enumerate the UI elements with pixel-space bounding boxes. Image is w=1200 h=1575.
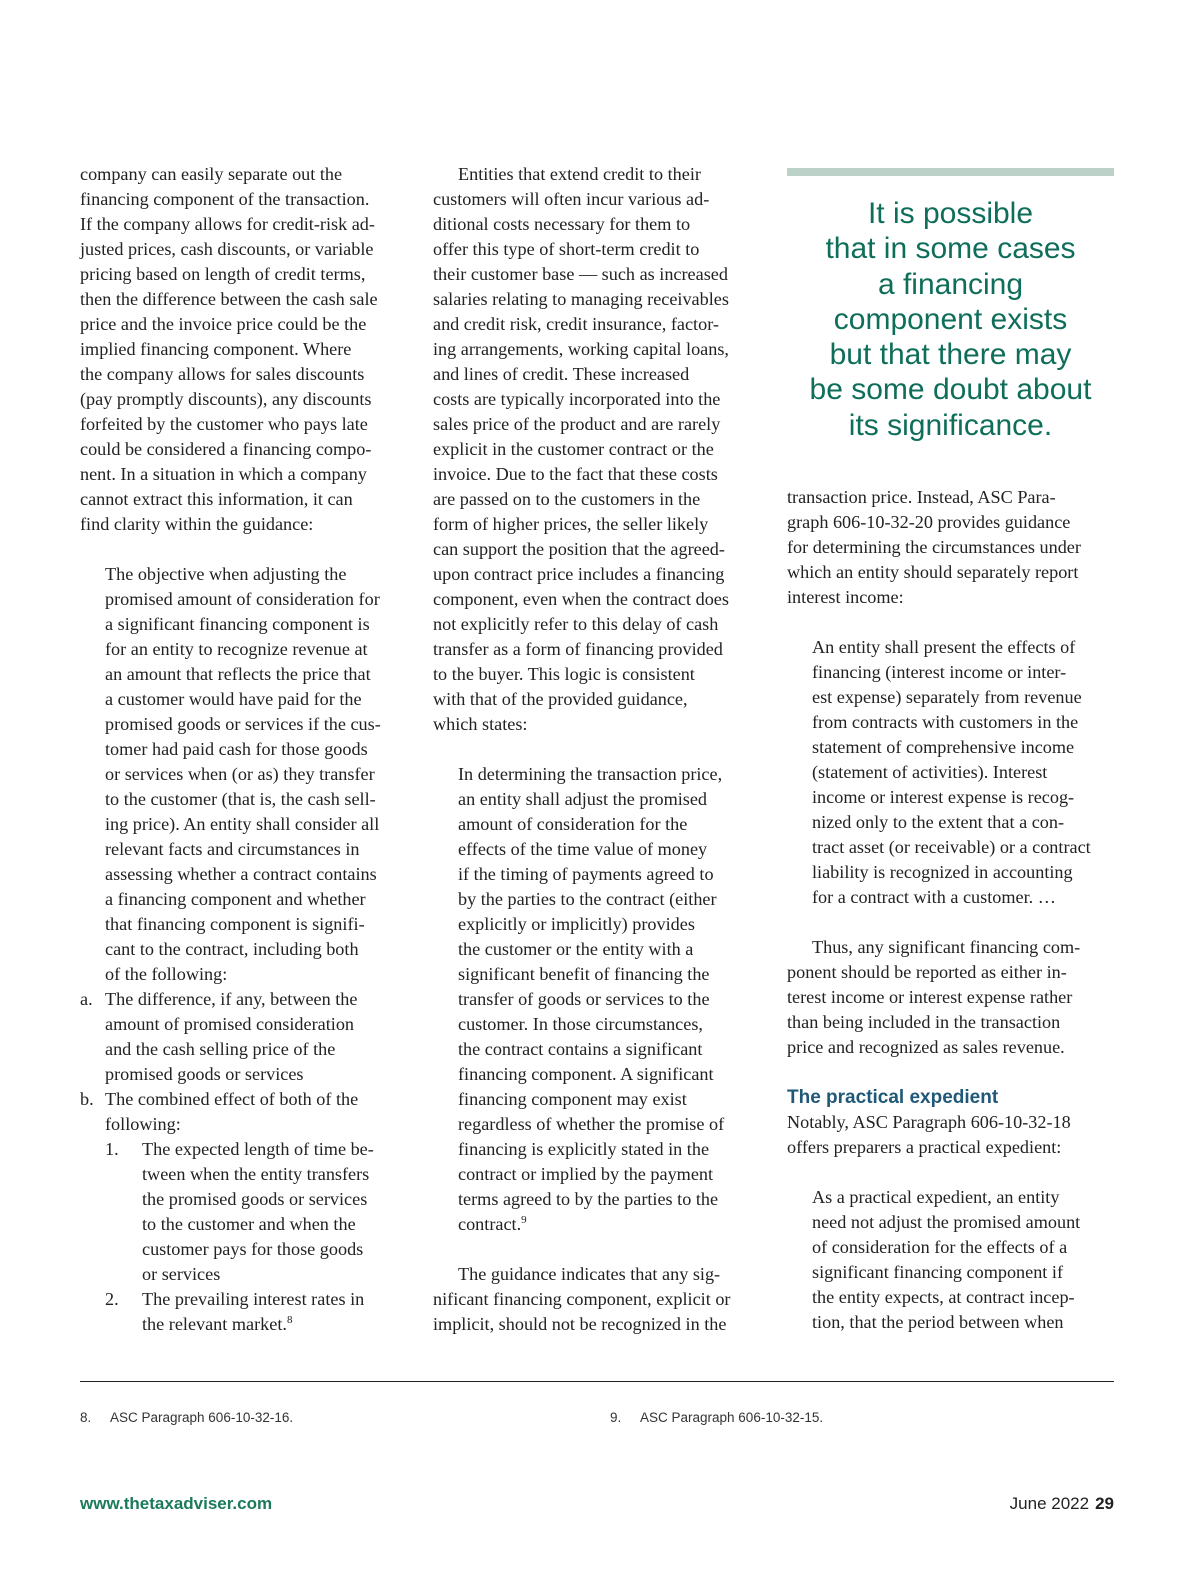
text-line: tract asset (or receivable) or a contract — [812, 837, 1091, 857]
text-line: nized only to the extent that a con- — [812, 812, 1065, 832]
list-label: 1. — [105, 1139, 119, 1159]
text-line: liability is recognized in accounting — [812, 862, 1073, 882]
text-line: that in some cases — [825, 232, 1076, 266]
text-line: offer this type of short-term credit to — [433, 239, 700, 259]
text-line: offers preparers a practical expedient: — [787, 1137, 1062, 1157]
text-line: price and recognized as sales revenue. — [787, 1037, 1065, 1057]
text-line: than being included in the transaction — [787, 1012, 1061, 1032]
text-line: The difference, if any, between the — [105, 989, 358, 1009]
block-quote — [787, 635, 1117, 910]
text-line: An entity shall present the effects of — [812, 637, 1076, 657]
text-line: The combined effect of both of the — [105, 1089, 359, 1109]
text-line: the entity expects, at contract incep- — [812, 1287, 1075, 1307]
text-line: nificant financing component, explicit or — [433, 1289, 731, 1309]
text-line: cannot extract this information, it can — [80, 489, 353, 509]
text-line: significant financing component if — [812, 1262, 1064, 1282]
text-line: which an entity should separately report — [787, 562, 1079, 582]
text-line: regardless of whether the promise of — [458, 1114, 725, 1134]
text-line: financing component may exist — [458, 1089, 687, 1109]
text-line: financing component of the transaction. — [80, 189, 370, 209]
text-line: the promised goods or services — [142, 1189, 368, 1209]
text-line: of consideration for the effects of a — [812, 1237, 1068, 1257]
text-line: be some doubt about — [809, 373, 1092, 407]
text-line: promised amount of consideration for — [105, 589, 380, 609]
text-line: promised goods or services if the cus- — [105, 714, 381, 734]
footnote-divider — [80, 1381, 1114, 1382]
text-line: price and the invoice price could be the — [80, 314, 367, 334]
text-line: effects of the time value of money — [458, 839, 708, 859]
text-line: statement of comprehensive income — [812, 737, 1075, 757]
text-line: contract or implied by the payment — [458, 1164, 714, 1184]
body-paragraph — [80, 162, 412, 537]
text-line: Notably, ASC Paragraph 606-10-32-18 — [787, 1112, 1071, 1132]
column-3 — [787, 485, 1117, 1335]
text-line: if the timing of payments agreed to — [458, 864, 714, 884]
text-line: transfer as a form of financing provided — [433, 639, 723, 659]
text-line: ing arrangements, working capital loans, — [433, 339, 729, 359]
text-line: or services — [142, 1264, 221, 1284]
footnote-8 — [80, 1410, 293, 1425]
list-label: a. — [80, 989, 93, 1009]
text-line: If the company allows for credit-risk ad- — [80, 214, 375, 234]
issue-date: June 2022 — [1009, 1494, 1090, 1513]
text-line: with that of the provided guidance, — [433, 689, 688, 709]
text-line: from contracts with customers in the — [812, 712, 1079, 732]
list-text — [105, 1087, 412, 1137]
text-line: The objective when adjusting the — [105, 564, 347, 584]
text-line: justed prices, cash discounts, or variable — [80, 239, 374, 259]
text-line: implied financing component. Where — [80, 339, 352, 359]
footnote-ref-9[interactable]: 9 — [521, 1213, 527, 1226]
text-line: customer pays for those goods — [142, 1239, 364, 1259]
text-line: ditional costs necessary for them to — [433, 214, 691, 234]
text-line: (pay promptly discounts), any discounts — [80, 389, 372, 409]
text-line: ponent should be reported as either in- — [787, 962, 1067, 982]
list-text — [142, 1137, 412, 1287]
text-line: promised goods or services — [105, 1064, 304, 1084]
list-text — [142, 1287, 412, 1337]
text-line: amount of consideration for the — [458, 814, 688, 834]
sub-list-item-2 — [80, 1287, 412, 1337]
footnote-9 — [610, 1410, 823, 1425]
column-2 — [433, 162, 765, 1337]
text-line: graph 606-10-32-20 provides guidance — [787, 512, 1071, 532]
text-line: transaction price. Instead, ASC Para- — [787, 487, 1056, 507]
text-line: an entity shall adjust the promised — [458, 789, 708, 809]
text-line: The guidance indicates that any sig- — [458, 1264, 721, 1284]
text-line: significant benefit of financing the — [458, 964, 710, 984]
text-line: but that there may — [829, 338, 1072, 372]
body-paragraph — [787, 935, 1117, 1060]
column-1 — [80, 162, 412, 1337]
text-line: can support the position that the agreed- — [433, 539, 725, 559]
list-label: b. — [80, 1089, 94, 1109]
text-line: tween when the entity transfers — [142, 1164, 370, 1184]
text-line: which states: — [433, 714, 528, 734]
text-line: an amount that reflects the price that — [105, 664, 371, 684]
text-line: following: — [105, 1114, 181, 1134]
text-line: component, even when the contract does — [433, 589, 729, 609]
text-line: The prevailing interest rates in — [142, 1289, 365, 1309]
text-line: tomer had paid cash for those goods — [105, 739, 368, 759]
pull-quote-bar — [787, 168, 1114, 176]
text-line: to the customer (that is, the cash sell- — [105, 789, 376, 809]
footnote-number: 9. — [610, 1410, 622, 1425]
text-line: by the parties to the contract (either — [458, 889, 717, 909]
website-link[interactable]: www.thetaxadviser.com — [80, 1494, 273, 1513]
text-line: Entities that extend credit to their — [458, 164, 701, 184]
text-line: find clarity within the guidance: — [80, 514, 314, 534]
text-line: could be considered a financing compo- — [80, 439, 372, 459]
text-line: for determining the circumstances under — [787, 537, 1081, 557]
text-line: and credit risk, credit insurance, factor- — [433, 314, 719, 334]
block-quote — [787, 1185, 1117, 1335]
text-line: not explicitly refer to this delay of cash — [433, 614, 719, 634]
footnote-ref-8[interactable]: 8 — [286, 1313, 293, 1326]
text-line: transfer of goods or services to the — [458, 989, 710, 1009]
text-line: implicit, should not be recognized in the — [433, 1314, 727, 1334]
text-line: to the buyer. This logic is consistent — [433, 664, 695, 684]
text-line: It is possible — [867, 197, 1034, 230]
text-line: customer. In those circumstances, — [458, 1014, 703, 1034]
text-line: tion, that the period between when — [812, 1312, 1064, 1332]
text-line: component exists — [833, 302, 1068, 336]
text-line: need not adjust the promised amount — [812, 1212, 1081, 1232]
text-line: or services when (or as) they transfer — [105, 764, 375, 784]
block-quote — [80, 562, 412, 987]
text-line: a financing component and whether — [105, 889, 366, 909]
text-line: sales price of the product and are rarely — [433, 414, 721, 434]
text-line: to the customer and when the — [142, 1214, 356, 1234]
text-line: ing price). An entity shall consider all — [105, 814, 380, 834]
list-text — [105, 987, 412, 1087]
text-line: for a contract with a customer. … — [812, 887, 1056, 907]
body-paragraph — [787, 1110, 1117, 1160]
text-line: financing (interest income or inter- — [812, 662, 1067, 682]
text-line: financing is explicitly stated in the — [458, 1139, 710, 1159]
body-paragraph — [433, 162, 765, 737]
body-paragraph — [433, 1262, 765, 1337]
text-line: a significant financing component is — [105, 614, 370, 634]
text-line: est expense) separately from revenue — [812, 687, 1082, 707]
text-line: then the difference between the cash sale — [80, 289, 378, 309]
text-line: terest income or interest expense rather — [787, 987, 1073, 1007]
text-line: that financing component is signifi- — [105, 914, 365, 934]
text-line: The expected length of time be- — [142, 1139, 374, 1159]
text-line: As a practical expedient, an entity — [812, 1187, 1060, 1207]
text-line: a financing — [877, 267, 1024, 301]
text-line: for an entity to recognize revenue at — [105, 639, 368, 659]
text-line: the contract contains a significant — [458, 1039, 703, 1059]
text-line: (statement of activities). Interest — [812, 762, 1048, 782]
text-line: contract. — [458, 1214, 522, 1234]
text-line: upon contract price includes a financing — [433, 564, 725, 584]
footnote-number: 8. — [80, 1410, 92, 1425]
text-line: its significance. — [848, 408, 1053, 442]
body-paragraph — [787, 485, 1117, 610]
text-line: company can easily separate out the — [80, 164, 343, 184]
text-line: explicitly or implicitly) provides — [458, 914, 695, 934]
text-line: terms agreed to by the parties to the — [458, 1189, 719, 1209]
text-line: explicit in the customer contract or the — [433, 439, 714, 459]
text-line: invoice. Due to the fact that these costs — [433, 464, 718, 484]
text-line: are passed on to the customers in the — [433, 489, 701, 509]
text-line: financing component. A significant — [458, 1064, 714, 1084]
text-line: costs are typically incorporated into the — [433, 389, 721, 409]
text-line: of the following: — [105, 964, 228, 984]
text-line: the company allows for sales discounts — [80, 364, 365, 384]
text-line: assessing whether a contract contains — [105, 864, 377, 884]
text-line: In determining the transaction price, — [458, 764, 723, 784]
text-line: the customer or the entity with a — [458, 939, 694, 959]
list-label: 2. — [105, 1289, 119, 1309]
text-line: their customer base — such as increased — [433, 264, 728, 284]
list-item-a — [80, 987, 412, 1087]
text-line: relevant facts and circumstances in — [105, 839, 360, 859]
text-line: pricing based on length of credit terms, — [80, 264, 366, 284]
pull-quote — [787, 196, 1114, 443]
text-line: salaries relating to managing receivables — [433, 289, 729, 309]
text-line: cant to the contract, including both — [105, 939, 359, 959]
footnote-text: ASC Paragraph 606-10-32-15. — [640, 1410, 824, 1425]
text-line: amount of promised consideration — [105, 1014, 355, 1034]
footnote-text: ASC Paragraph 606-10-32-16. — [110, 1410, 294, 1425]
text-line: the relevant market. — [142, 1314, 287, 1334]
text-line: and the cash selling price of the — [105, 1039, 336, 1059]
text-line: interest income: — [787, 587, 904, 607]
page-footer — [1010, 1494, 1114, 1514]
list-item-b — [80, 1087, 412, 1137]
page-number: 29 — [1095, 1494, 1114, 1513]
text-line: form of higher prices, the seller likely — [433, 514, 709, 534]
section-subhead: The practical expedient — [787, 1087, 999, 1108]
sub-list-item-1 — [80, 1137, 412, 1287]
block-quote — [433, 762, 765, 1237]
text-line: forfeited by the customer who pays late — [80, 414, 368, 434]
text-line: a customer would have paid for the — [105, 689, 362, 709]
text-line: income or interest expense is recog- — [812, 787, 1075, 807]
text-line: and lines of credit. These increased — [433, 364, 690, 384]
text-line: nent. In a situation in which a company — [80, 464, 367, 484]
text-line: Thus, any significant financing com- — [812, 937, 1081, 957]
text-line: customers will often incur various ad- — [433, 189, 710, 209]
